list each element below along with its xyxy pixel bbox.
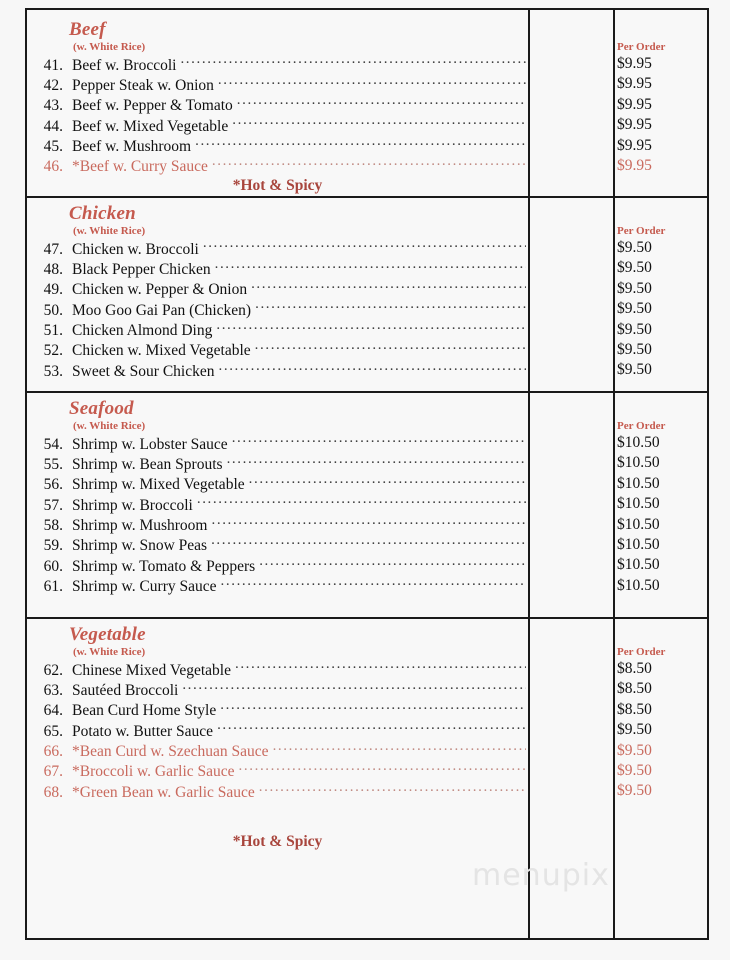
menu-item <box>27 659 528 679</box>
menu-item <box>27 340 528 360</box>
menu-item-name: Sautéed Broccoli <box>72 681 179 699</box>
menu-item <box>27 555 528 575</box>
menu-item-price: $10.50 <box>617 576 660 594</box>
dot-leader <box>251 279 526 295</box>
menu-item-price: $9.95 <box>617 95 652 113</box>
menu-item-number: 64. <box>43 702 63 720</box>
menu-item <box>27 720 528 740</box>
menu-item-price: $9.50 <box>617 239 652 256</box>
menu-item-name: *Bean Curd w. Szechuan Sauce <box>72 743 269 761</box>
dot-leader <box>212 515 527 531</box>
menu-item-number: 47. <box>43 240 63 258</box>
dot-leader <box>255 299 526 315</box>
menu-item <box>27 679 528 699</box>
menu-item-price: $9.50 <box>617 761 652 779</box>
menu-item-name: Chicken Almond Ding <box>72 322 213 340</box>
dot-leader <box>273 741 526 757</box>
price-list <box>615 659 711 802</box>
menu-section-chicken <box>27 196 707 391</box>
menu-item-price: $9.50 <box>617 279 652 297</box>
menu-item-name: Shrimp w. Bean Sprouts <box>72 455 223 473</box>
dot-leader <box>235 659 526 675</box>
menu-item <box>27 700 528 720</box>
menu-item-price: $10.50 <box>617 556 660 574</box>
menu-item <box>27 238 528 258</box>
menu-item-number: 55. <box>43 455 63 473</box>
menu-item-name: Shrimp w. Tomato & Peppers <box>72 557 256 575</box>
dot-leader <box>237 95 526 111</box>
menu-item-name: Pepper Steak w. Onion <box>72 76 214 94</box>
menu-item-name: Shrimp w. Mixed Vegetable <box>72 476 245 494</box>
price-list <box>615 238 711 381</box>
menu-item <box>27 115 528 135</box>
dot-leader <box>232 433 526 449</box>
menu-item-price: $10.50 <box>617 515 660 533</box>
menu-item-name: Bean Curd Home Style <box>72 702 217 720</box>
menu-item <box>27 781 528 801</box>
section-body <box>27 196 528 391</box>
menupix-watermark: menupix <box>472 858 610 893</box>
menu-item-number: 59. <box>43 537 63 555</box>
menu-item-number: 42. <box>43 76 63 94</box>
menu-item-name: Chicken w. Mixed Vegetable <box>72 342 251 360</box>
menu-item <box>27 433 528 453</box>
menu-item-name: *Beef w. Curry Sauce <box>72 158 208 176</box>
menu-item <box>27 95 528 115</box>
menu-item-price: $9.95 <box>617 136 652 154</box>
menu-item-number: 49. <box>43 281 63 299</box>
price-list <box>615 54 711 176</box>
menu-item-name: Shrimp w. Snow Peas <box>72 537 208 555</box>
menu-item-number: 45. <box>43 138 63 156</box>
menu-item <box>27 74 528 94</box>
menu-item-name: Black Pepper Chicken <box>72 260 211 278</box>
dot-leader <box>220 700 526 716</box>
menu-item-number: 58. <box>43 517 63 535</box>
dot-leader <box>218 74 526 90</box>
section-title: Seafood <box>69 398 134 419</box>
section-divider <box>27 391 707 393</box>
menu-item-list <box>27 238 528 381</box>
menu-item-name: Beef w. Mixed Vegetable <box>72 117 229 135</box>
menu-item-number: 66. <box>43 743 63 761</box>
menu-item <box>27 54 528 74</box>
section-divider <box>27 617 707 619</box>
menu-item-price: $10.50 <box>617 454 660 472</box>
menu-item <box>27 535 528 555</box>
section-divider <box>27 196 707 198</box>
dot-leader <box>259 781 526 797</box>
menu-item <box>27 515 528 535</box>
hot-and-spicy-note: *Hot & Spicy <box>232 832 323 850</box>
menu-item-price: $10.50 <box>617 474 660 492</box>
menu-item <box>27 156 528 176</box>
menu-item-price: $9.50 <box>617 259 652 277</box>
menu-item-price: $9.50 <box>617 782 652 800</box>
menu-item-name: *Green Bean w. Garlic Sauce <box>72 783 255 801</box>
menu-item-list <box>27 659 528 802</box>
menu-item-name: *Broccoli w. Garlic Sauce <box>72 763 235 781</box>
price-column-header: Per Order <box>617 420 666 432</box>
menu-item-price: $8.50 <box>617 700 652 718</box>
menu-item-price: $9.95 <box>617 156 652 174</box>
section-subtitle: (w. White Rice) <box>73 420 146 432</box>
menu-item <box>27 741 528 761</box>
menu-item-name: Moo Goo Gai Pan (Chicken) <box>72 301 252 319</box>
menu-item-price: $9.95 <box>617 55 652 72</box>
price-column <box>615 391 711 617</box>
menu-item-number: 51. <box>43 322 63 340</box>
menu-item-number: 67. <box>43 763 63 781</box>
menu-item-number: 52. <box>43 342 63 360</box>
dot-leader <box>211 535 526 551</box>
menu-item <box>27 761 528 781</box>
menu-item-number: 44. <box>43 117 63 135</box>
dot-leader <box>182 679 526 695</box>
menu-item-number: 43. <box>43 97 63 115</box>
menu-item-number: 57. <box>43 496 63 514</box>
menu-item-number: 48. <box>43 260 63 278</box>
menu-section-seafood <box>27 391 707 617</box>
menu-item-name: Shrimp w. Curry Sauce <box>72 578 217 596</box>
menu-item-price: $10.50 <box>617 535 660 553</box>
menu-item-number: 65. <box>43 722 63 740</box>
menu-item <box>27 136 528 156</box>
section-subtitle: (w. White Rice) <box>73 225 146 237</box>
dot-leader <box>216 320 526 336</box>
menu-item-price: $9.50 <box>617 741 652 759</box>
menu-item-number: 63. <box>43 681 63 699</box>
menu-item <box>27 494 528 514</box>
price-column-header: Per Order <box>617 646 666 658</box>
price-column-header: Per Order <box>617 41 666 53</box>
menu-item-number: 50. <box>43 301 63 319</box>
menu-item-name: Beef w. Mushroom <box>72 138 192 156</box>
menu-item-number: 68. <box>43 783 63 801</box>
dot-leader <box>259 555 526 571</box>
price-column-header: Per Order <box>617 225 666 237</box>
dot-leader <box>255 340 526 356</box>
dot-leader <box>239 761 526 777</box>
dot-leader <box>249 474 526 490</box>
menu-item <box>27 258 528 278</box>
section-subtitle: (w. White Rice) <box>73 41 146 53</box>
section-title: Chicken <box>69 203 136 224</box>
menu-item <box>27 453 528 473</box>
menu-item-number: 54. <box>43 435 63 453</box>
menu-item-price: $9.50 <box>617 300 652 318</box>
menu-item-name: Shrimp w. Mushroom <box>72 517 208 535</box>
menu-item-name: Chicken w. Broccoli <box>72 240 199 258</box>
menu-item-number: 62. <box>43 661 63 679</box>
dot-leader <box>195 136 526 152</box>
section-title: Beef <box>69 19 106 40</box>
price-column <box>615 196 711 391</box>
menu-item-price: $9.95 <box>617 75 652 93</box>
section-title: Vegetable <box>69 624 146 645</box>
dot-leader <box>215 258 526 274</box>
menu-item-price: $9.95 <box>617 116 652 134</box>
menu-item-price: $10.50 <box>617 434 660 451</box>
dot-leader <box>203 238 526 254</box>
menu-item <box>27 474 528 494</box>
menu-item-name: Chinese Mixed Vegetable <box>72 661 231 679</box>
menu-item <box>27 576 528 596</box>
price-column <box>615 12 711 196</box>
menu-item-name: Beef w. Broccoli <box>72 56 177 74</box>
menu-item-name: Potato w. Butter Sauce <box>72 722 214 740</box>
section-body <box>27 617 528 940</box>
menu-item-number: 60. <box>43 557 63 575</box>
menu-section-beef <box>27 12 707 196</box>
menu-item-price: $9.50 <box>617 361 652 379</box>
dot-leader <box>197 494 526 510</box>
price-list <box>615 433 711 596</box>
section-body <box>27 12 528 196</box>
dot-leader <box>217 720 526 736</box>
menu-item-price: $9.50 <box>617 340 652 358</box>
menu-item-price: $9.50 <box>617 721 652 739</box>
menu-table <box>25 8 709 940</box>
dot-leader <box>227 453 526 469</box>
price-column <box>615 617 711 940</box>
menu-item <box>27 360 528 380</box>
section-body <box>27 391 528 617</box>
dot-leader <box>180 54 526 70</box>
dot-leader <box>232 115 526 131</box>
dot-leader <box>212 156 526 172</box>
hot-and-spicy-note: *Hot & Spicy <box>232 177 323 195</box>
menu-item <box>27 320 528 340</box>
menu-item-number: 53. <box>43 362 63 380</box>
menu-item-price: $10.50 <box>617 495 660 513</box>
menu-item-price: $8.50 <box>617 660 652 677</box>
menu-section-vegetable <box>27 617 707 940</box>
menu-item-price: $8.50 <box>617 680 652 698</box>
menu-item-number: 41. <box>43 56 63 74</box>
menu-item-name: Beef w. Pepper & Tomato <box>72 97 233 115</box>
menu-item <box>27 279 528 299</box>
menu-item-name: Shrimp w. Lobster Sauce <box>72 435 228 453</box>
menu-item-name: Shrimp w. Broccoli <box>72 496 193 514</box>
dot-leader <box>221 576 526 592</box>
section-subtitle: (w. White Rice) <box>73 646 146 658</box>
menu-item-name: Chicken w. Pepper & Onion <box>72 281 248 299</box>
menu-item <box>27 299 528 319</box>
menu-item-name: Sweet & Sour Chicken <box>72 362 215 380</box>
dot-leader <box>219 360 527 376</box>
menu-item-number: 61. <box>43 578 63 596</box>
menu-item-number: 56. <box>43 476 63 494</box>
menu-item-price: $9.50 <box>617 320 652 338</box>
menu-item-list <box>27 54 528 176</box>
menu-item-number: 46. <box>43 158 63 176</box>
menu-item-list <box>27 433 528 596</box>
